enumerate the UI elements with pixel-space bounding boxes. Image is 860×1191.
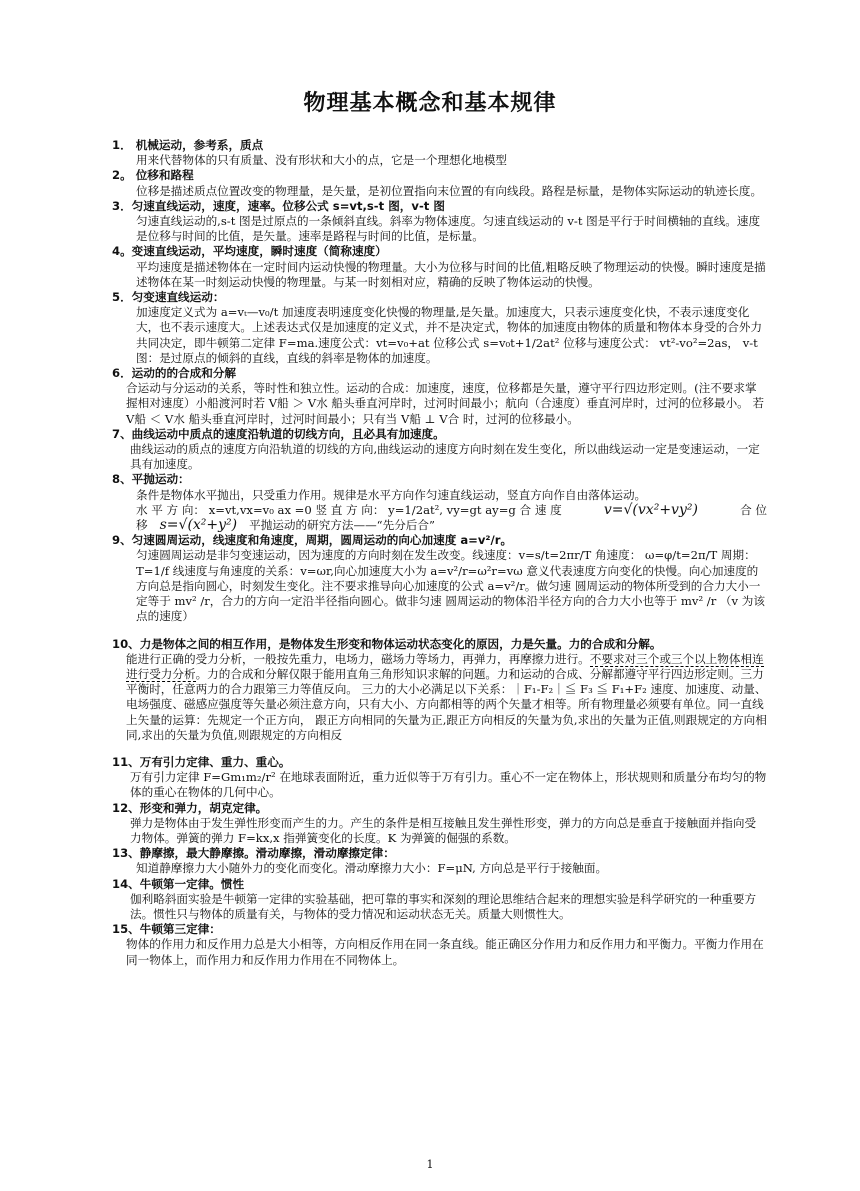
section-heading: 12、形变和弹力，胡克定律。 <box>112 800 268 815</box>
section-10 <box>112 637 767 743</box>
section-6 <box>112 366 767 427</box>
section-text-b: 。力的合成和分解仅限于能用直角三角形知识求解的问题。力和运动的合成、分解都遵守平行四边形定则。三力平衡时，任意两力的合力跟第三力等值反向。 三力的大小必满足以下关系：｜F₁-F₂｜≦ F₃ ≦ F₁+F₂ 速度、加速度、动量、电场强度、磁感应强度等矢量必须注意方向，只有大小、方向都相等的两个矢量才相等。所有物理量必须要有单位。同一直线上矢量的运算：先规定一个正方向， 跟正方向相同的矢量为正,跟正方向相反的矢量为负,求出的矢量为正值,则跟规定的方向相同,求出的矢量为负值,则跟规定的方向相反 <box>126 666 767 742</box>
section-heading: 5．匀变速直线运动： <box>112 290 225 305</box>
section-heading: 8、平抛运动： <box>112 472 190 487</box>
projectile-components-text: 水 平 方 向： x=vt,vx=v₀ ax =0 竖 直 方 向： y=1/2at², vy=gt ay=g 合 速 度 <box>136 502 562 517</box>
section-8 <box>112 472 767 533</box>
section-13 <box>112 846 767 876</box>
section-7 <box>112 427 767 473</box>
section-text: 弹力是物体由于发生弹性形变而产生的力。产生的条件是相互接触且发生弹性形变，弹力的方向总是垂直于接触面并指向受力物体。弹簧的弹力 F=kx,x 指弹簧变化的长度。K 为弹簧的倔强的系数。 <box>130 815 757 845</box>
section-15 <box>112 922 767 968</box>
page-number: 1 <box>426 1158 434 1171</box>
section-14 <box>112 877 767 923</box>
section-heading: 1． 机械运动，参考系，质点 <box>112 138 264 152</box>
projectile-formula-row-2 <box>112 518 767 533</box>
underlined-note: 不要求对三个或三个以上物体相连进行受力分析 <box>126 651 764 681</box>
section-5 <box>112 290 767 366</box>
page-title: 物理基本概念和基本规律 <box>303 91 557 116</box>
section-text: 条件是物体水平抛出，只受重力作用。规律是水平方向作匀速直线运动，竖直方向作自由落体运动。 <box>136 487 647 502</box>
section-heading: 14、牛顿第一定律。惯性 <box>112 876 245 891</box>
section-3 <box>112 199 767 245</box>
projectile-method-note: 平抛运动的研究方法——“先分后合” <box>249 518 435 533</box>
section-heading: 15、牛顿第三定律： <box>112 922 221 937</box>
section-4 <box>112 244 767 290</box>
displacement-label-cont: 移 <box>136 518 148 533</box>
section-heading: 3．匀速直线运动，速度，速率。位移公式 s=vt,s-t 图，v-t 图 <box>112 198 445 213</box>
section-text: 物体的作用力和反作用力总是大小相等，方向相反作用在同一条直线。能正确区分作用力和反作用力和平衡力。平衡力作用在同一物体上，而作用力和反作用力作用在不同物体上。 <box>126 937 764 967</box>
section-2 <box>112 168 767 198</box>
section-heading: 9、匀速圆周运动，线速度和角速度，周期，圆周运动的向心加速度 a=v²/r。 <box>112 533 513 548</box>
section-1 <box>112 138 767 168</box>
section-text: 加速度定义式为 a=vₜ—v₀/t 加速度表明速度变化快慢的物理量,是矢量。加速度大，只表示速度变化快，不表示速度变化大，也不表示速度大。上述表达式仅是加速度的定义式，并不是决定式，物体的加速度由物体的质量和物体本身受的合外力共同决定，即牛顿第二定律 F=ma.速度公式：vt=v₀+at 位移公式 s=v₀t+1/2at² 位移与速度公式： vt²-vo²=2as， v-t 图：是过原点的倾斜的直线，直线的斜率是物体的加速度。 <box>136 305 763 365</box>
section-text: 平均速度是描述物体在一定时间内运动快慢的物理量。大小为位移与时间的比值,粗略反映了物理运动的快慢。瞬时速度是描述物体在某一时刻运动快慢的物理量。与某一时刻相对应，精确的反映了物体运动的快慢。 <box>136 259 766 289</box>
section-text: 万有引力定律 F=Gm₁m₂/r² 在地球表面附近，重力近似等于万有引力。重心不一定在物体上，形状规则和质量分布均匀的物体的重心在物体的几何中心。 <box>130 770 767 800</box>
section-heading: 10、力是物体之间的相互作用，是物体发生形变和物体运动状态变化的原因，力是矢量。力的合成和分解。 <box>112 636 662 651</box>
section-text: 匀速直线运动的,s-t 图是过原点的一条倾斜直线。斜率为物体速度。匀速直线运动的 v-t 图是平行于时间横轴的直线。速度是位移与时间的比值，是矢量。速率是路程与时间的比值，是标量。 <box>136 214 761 244</box>
velocity-formula: v=√(vx²+vy²) <box>603 501 698 518</box>
section-heading: 2。 位移和路程 <box>112 168 194 183</box>
section-text: 用来代替物体的只有质量、没有形状和大小的点，它是一个理想化地模型 <box>136 153 508 168</box>
section-heading: 11、万有引力定律、重力、重心。 <box>112 754 291 769</box>
section-heading: 4。变速直线运动，平均速度，瞬时速度（简称速度） <box>112 244 387 259</box>
section-9 <box>112 533 767 624</box>
displacement-label: 合 位 <box>740 502 767 517</box>
section-12 <box>112 801 767 847</box>
section-heading: 13、静摩擦，最大静摩擦。滑动摩擦，滑动摩擦定律： <box>112 846 395 861</box>
section-text: 合运动与分运动的关系，等时性和独立性。运动的合成：加速度，速度，位移都是矢量，遵守平行四边形定则。(注不要求掌握相对速度）小船渡河时若 V船 ＞ V水 船头垂直河岸时，过河时间最小；航向（合速度）垂直河岸时，过河的位移最小。 若 V船 ＜ V水 船头垂直河岸时，过河时间最小；只有当 V船 ⊥ V合 时，过河的位移最小。 <box>126 381 765 426</box>
section-text: 匀速圆周运动是非匀变速运动，因为速度的方向时刻在发生改变。线速度：v=s/t=2πr/T 角速度： ω=φ/t=2π/T 周期：T=1/f 线速度与角速度的关系：v=ωr,向心加速度大小为 a=v²/r=ω²r=vω 意义代表速度方向变化的快慢。向心加速度的方向总是指向圆心，时刻发生变化。注不要求推导向心加速度的公式 a=v²/r。做匀速 圆周运动的物体所受到的合力大小一定等于 mv² /r，合力的方向一定沿半径指向圆心。做非匀速 圆周运动的物体沿半径方向的合力大小也等于 mv² /r （v 为该点的速度） <box>136 548 765 624</box>
displacement-formula: s=√(x²+y²) <box>159 517 238 534</box>
section-text: 伽利略斜面实验是牛顿第一定律的实验基础，把可靠的事实和深刻的理论思维结合起来的理想实验是科学研究的一种重要方法。惯性只与物体的质量有关，与物体的受力情况和运动状态无关。质量大则惯性大。 <box>130 891 757 921</box>
section-heading: 7、曲线运动中质点的速度沿轨道的切线方向，且必具有加速度。 <box>112 426 445 441</box>
section-text-a: 能进行正确的受力分析，一般按先重力，电场力，磁场力等场力，再弹力，再摩擦力进行。 <box>126 651 590 666</box>
section-heading: 6．运动的的合成和分解 <box>112 366 237 381</box>
section-text <box>112 652 767 743</box>
projectile-formula-row <box>112 503 767 518</box>
section-11 <box>112 755 767 801</box>
section-text: 曲线运动的质点的速度方向沿轨道的切线的方向,曲线运动的速度方向时刻在发生变化，所以曲线运动一定是变速运动，一定具有加速度。 <box>130 442 760 472</box>
document-body <box>112 138 767 968</box>
section-text: 位移是描述质点位置改变的物理量，是矢量，是初位置指向末位置的有向线段。路程是标量，是物体实际运动的轨迹长度。 <box>136 183 763 198</box>
section-text: 知道静摩擦力大小随外力的变化而变化。滑动摩擦力大小：F=μN, 方向总是平行于接触面。 <box>136 861 608 876</box>
